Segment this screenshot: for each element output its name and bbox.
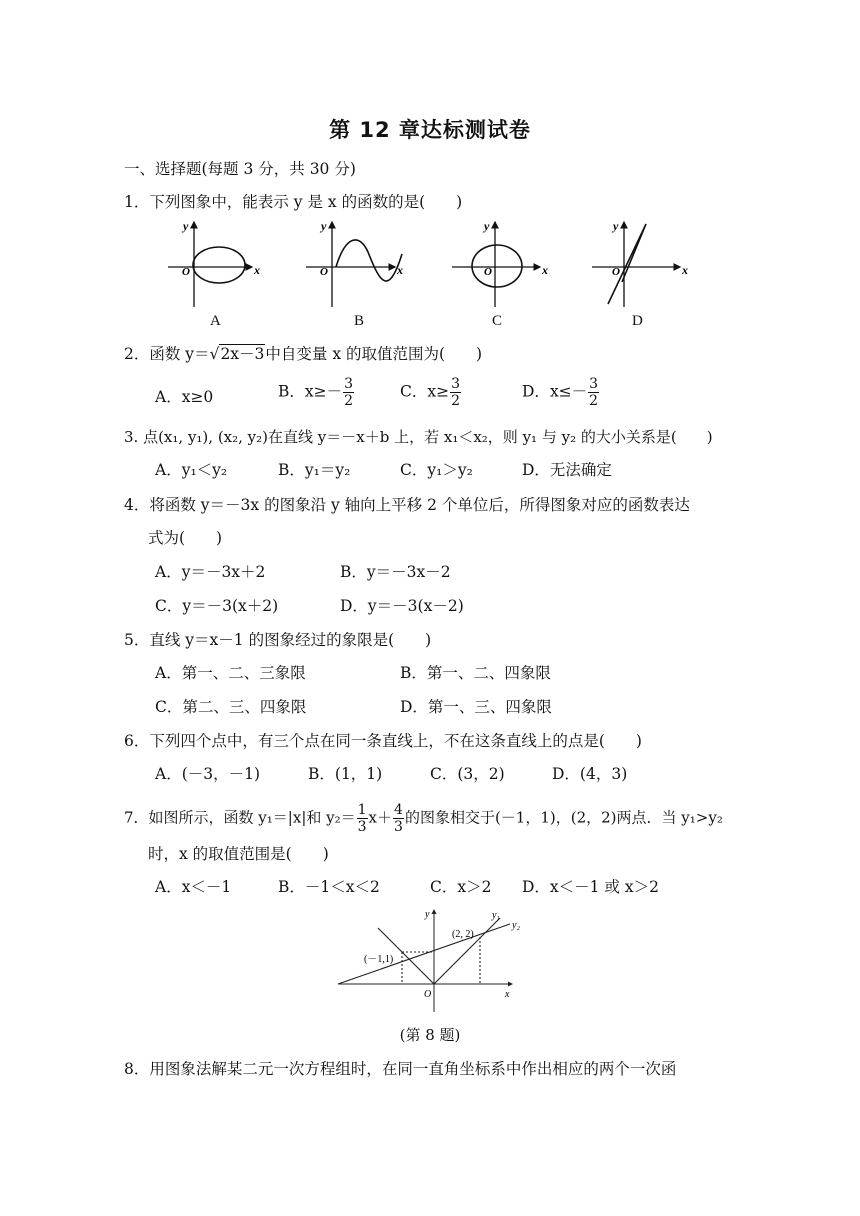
fig8-lines — [338, 918, 510, 984]
question-1-stem: 1．下列图象中，能表示 y 是 x 的函数的是( ) — [124, 193, 463, 211]
graph-b-x: x — [397, 263, 403, 277]
fig8-o-label: O — [424, 989, 432, 1000]
graph-d-x: x — [682, 263, 688, 277]
option-text: x≥0 — [181, 388, 214, 406]
graph-c-o: O — [484, 266, 492, 278]
option-text: x≤－ — [549, 382, 588, 401]
q6-option-b: B．(1，1) — [308, 765, 383, 783]
option-letter: B． — [278, 382, 305, 401]
q2-pre: 2．函数 y＝ — [124, 345, 210, 363]
graph-d-label: D — [632, 313, 643, 329]
q1-graphs — [0, 212, 860, 332]
option-letter: D． — [522, 382, 550, 401]
q3-option-c: C．y₁＞y₂ — [400, 461, 473, 479]
q7-option-d: D．x＜－1 或 x＞2 — [522, 878, 659, 896]
fraction: $\frac{3}{2}$ — [589, 376, 599, 409]
q3-option-b: B．y₁＝y₂ — [278, 461, 351, 479]
fig8-y-label: y — [425, 909, 430, 920]
q6-option-a: A．(－3，－1) — [155, 765, 261, 783]
figure-8 — [0, 904, 860, 1014]
graph-b-y: y — [321, 219, 327, 233]
q2-radicand: 2x－3 — [220, 345, 265, 363]
q5-option-b: B．第一、二、四象限 — [400, 664, 551, 682]
q4-option-c: C．y＝－3(x＋2) — [155, 597, 279, 615]
option-letter: C． — [400, 382, 428, 401]
q4-option-a: A．y＝－3x＋2 — [155, 563, 266, 581]
figure-8-caption: (第 8 题) — [399, 1026, 461, 1044]
graph-c-x: x — [542, 263, 548, 277]
graph-c-y: y — [484, 219, 490, 233]
q2-post: 中自变量 x 的取值范围为( ) — [265, 345, 483, 363]
question-8-stem: 8．用图象法解某二元一次方程组时，在同一直角坐标系中作出相应的两个一次函 — [124, 1060, 677, 1078]
sqrt-sign: √ — [209, 345, 220, 363]
graph-d-y: y — [613, 219, 619, 233]
graph-a-x: x — [254, 263, 260, 277]
question-4-stem-line1: 4．将函数 y＝－3x 的图象沿 y 轴向上平移 2 个单位后，所得图象对应的函数表达 — [124, 496, 690, 514]
q7-option-b: B．－1＜x＜2 — [278, 878, 380, 896]
graph-d-o: O — [612, 266, 620, 278]
fig8-y1-label: y₁ — [492, 910, 500, 921]
q7-option-c: C．x＞2 — [430, 878, 492, 896]
q4-option-d: D．y＝－3(x－2) — [340, 597, 464, 615]
graph-b-label: B — [354, 313, 365, 329]
question-4-stem-line2: 式为( ) — [148, 529, 223, 547]
q2-option-d — [522, 376, 600, 409]
page-title: 第 12 章达标测试卷 — [329, 118, 531, 142]
graph-a-label: A — [210, 313, 221, 329]
fig8-point1: (－1,1) — [364, 954, 394, 965]
section-heading: 一、选择题(每题 3 分，共 30 分) — [124, 160, 356, 178]
question-3-stem: 3. 点(x₁, y₁), (x₂, y₂)在直线 y＝－x＋b 上，若 x₁＜x₂，则 y₁ 与 y₂ 的大小关系是( ) — [124, 428, 713, 446]
option-text: x≥－ — [304, 382, 343, 401]
fraction: $\frac{3}{2}$ — [451, 376, 461, 409]
option-text: x≥ — [427, 382, 450, 401]
graph-a — [168, 222, 252, 307]
fraction: $\frac{3}{2}$ — [344, 376, 354, 409]
fig8-x-label: x — [505, 989, 510, 1000]
question-2-stem — [124, 343, 482, 365]
question-7-stem — [124, 802, 723, 835]
q7-option-a: A．x＜－1 — [155, 878, 232, 896]
fraction-one-third: $\frac{1}{3}$ — [357, 802, 367, 835]
question-5-stem: 5．直线 y＝x－1 的图象经过的象限是( ) — [124, 631, 432, 649]
q2-option-a — [155, 386, 213, 408]
fig8-y2-label: y₂ — [512, 920, 520, 931]
q5-option-c: C．第二、三、四象限 — [155, 698, 307, 716]
q5-option-d: D．第一、三、四象限 — [400, 698, 552, 716]
graph-c — [452, 222, 540, 307]
option-letter: A． — [155, 388, 182, 406]
question-7-stem-line2: 时，x 的取值范围是( ) — [148, 845, 329, 863]
q5-option-a: A．第一、二、三象限 — [155, 664, 306, 682]
graph-b — [306, 222, 402, 307]
q2-option-c — [400, 376, 462, 409]
q4-option-b: B．y＝－3x－2 — [340, 563, 451, 581]
q3-option-d: D．无法确定 — [522, 461, 612, 479]
q7-mid: x＋ — [368, 808, 393, 827]
q6-option-c: C．(3，2) — [430, 765, 505, 783]
fraction-four-thirds: $\frac{4}{3}$ — [394, 802, 403, 835]
graph-c-label: C — [492, 313, 503, 329]
q6-option-d: D．(4，3) — [552, 765, 628, 783]
graph-b-o: O — [320, 266, 328, 278]
q2-option-b — [278, 376, 355, 409]
q7-pre: 7．如图所示，函数 y₁＝|x|和 y₂＝ — [124, 808, 356, 827]
q7-post: 的图象相交于(－1，1)，(2，2)两点．当 y₁>y₂ — [404, 808, 723, 827]
graph-d — [592, 222, 680, 307]
graph-a-y: y — [183, 219, 189, 233]
fig8-point2: (2, 2) — [452, 929, 474, 940]
graph-a-o: O — [182, 266, 190, 278]
q3-option-a: A．y₁＜y₂ — [155, 461, 228, 479]
question-6-stem: 6．下列四个点中，有三个点在同一条直线上，不在这条直线上的点是( ) — [124, 732, 642, 750]
